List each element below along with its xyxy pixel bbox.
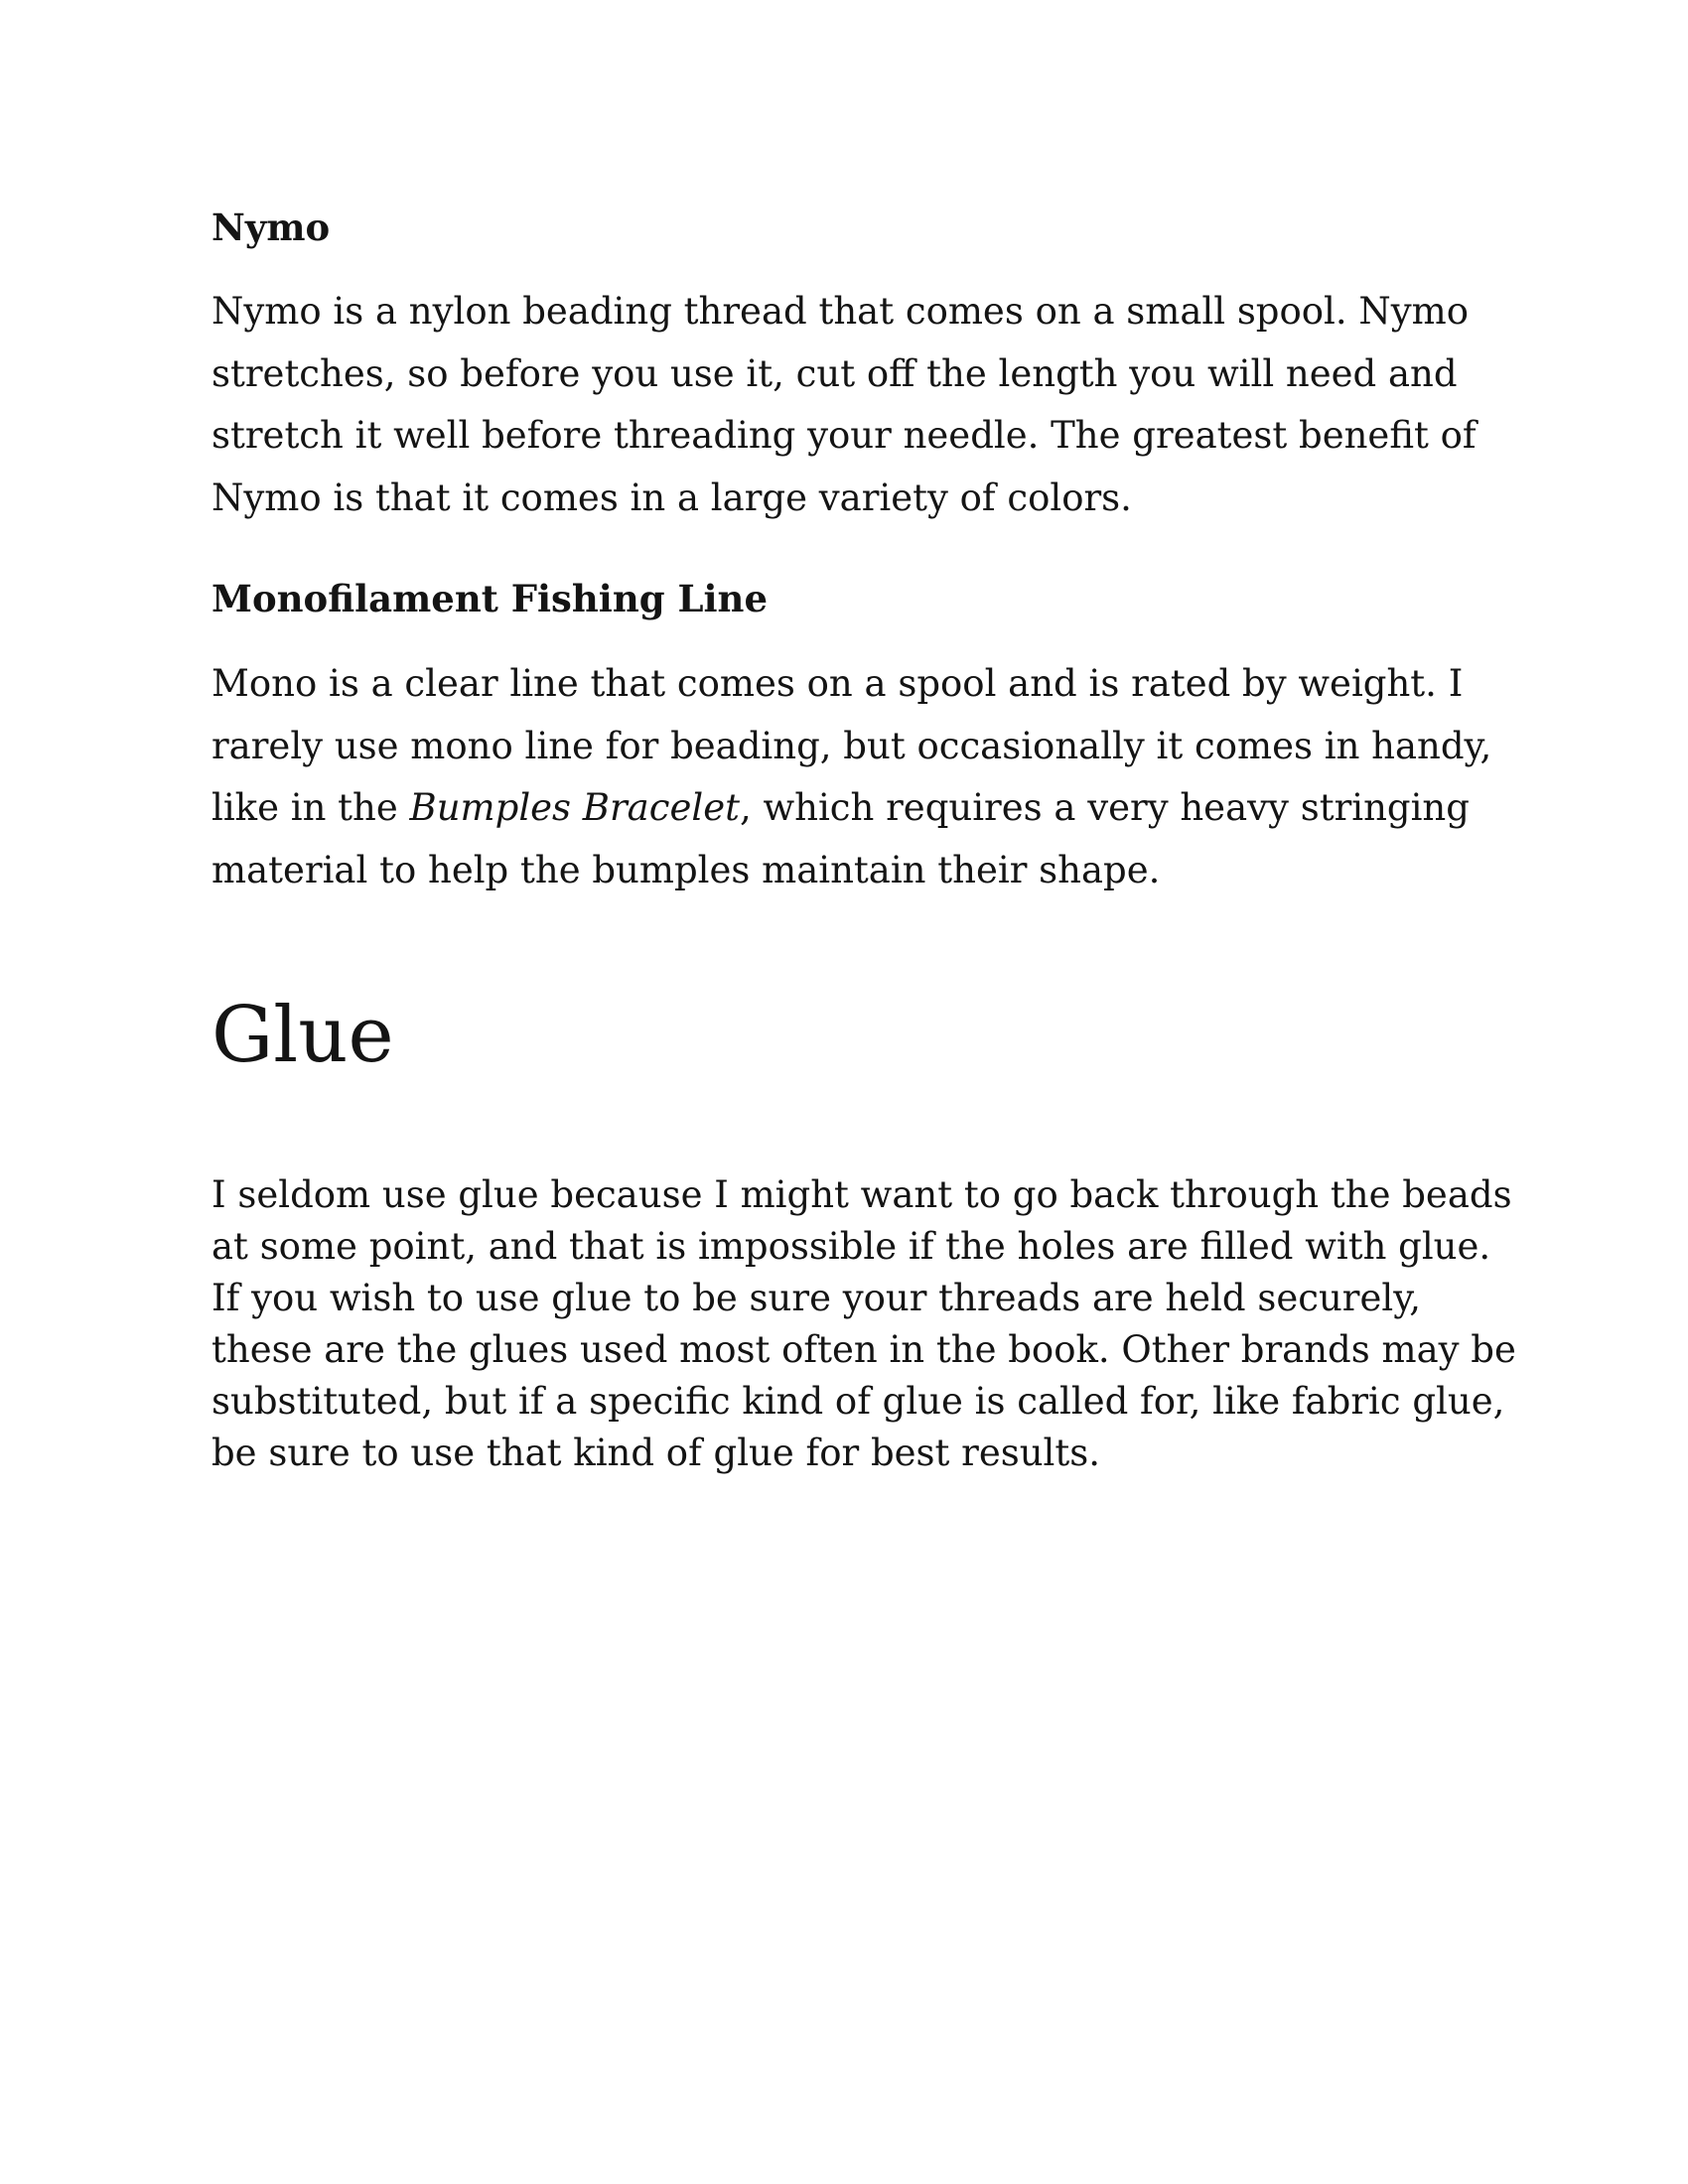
paragraph-nymo: [211, 281, 1502, 529]
heading-monofilament: Monofilament Fishing Line: [211, 577, 768, 620]
heading-nymo: Nymo: [211, 205, 331, 249]
text-line: Nymo is that it comes in a large variety of colors.: [211, 476, 1132, 519]
text-line: Mono is a clear line that comes on a spool and is rated by weight. I: [211, 662, 1464, 705]
text-line: rarely use mono line for beading, but occasionally it comes in handy,: [211, 724, 1492, 767]
text-line: substituted, but if a specific kind of glue is called for, like fabric glue,: [211, 1380, 1505, 1423]
paragraph-mono: [211, 653, 1502, 901]
text-line: at some point, and that is impossible if the holes are filled with glue.: [211, 1225, 1491, 1268]
heading-glue: Glue: [211, 991, 394, 1080]
text-fragment: , which requires a very heavy stringing: [739, 786, 1470, 829]
text-line: I seldom use glue because I might want to go back through the beads: [211, 1173, 1512, 1216]
text-line: If you wish to use glue to be sure your threads are held securely,: [211, 1277, 1421, 1319]
text-line-with-title: [211, 777, 1502, 840]
text-line: Nymo is a nylon beading thread that comes on a small spool. Nymo: [211, 290, 1470, 333]
document-page: [211, 0, 1516, 2184]
text-fragment: like in the: [211, 786, 410, 829]
text-line: material to help the bumples maintain their shape.: [211, 848, 1161, 891]
paragraph-glue: [211, 1169, 1516, 1479]
text-line: stretches, so before you use it, cut off the length you will need and: [211, 351, 1458, 395]
project-title-bumples-bracelet: Bumples Bracelet: [409, 786, 740, 829]
text-line: be sure to use that kind of glue for best results.: [211, 1432, 1101, 1474]
text-line: these are the glues used most often in the book. Other brands may be: [211, 1328, 1516, 1371]
text-line: stretch it well before threading your needle. The greatest benefit of: [211, 414, 1477, 457]
